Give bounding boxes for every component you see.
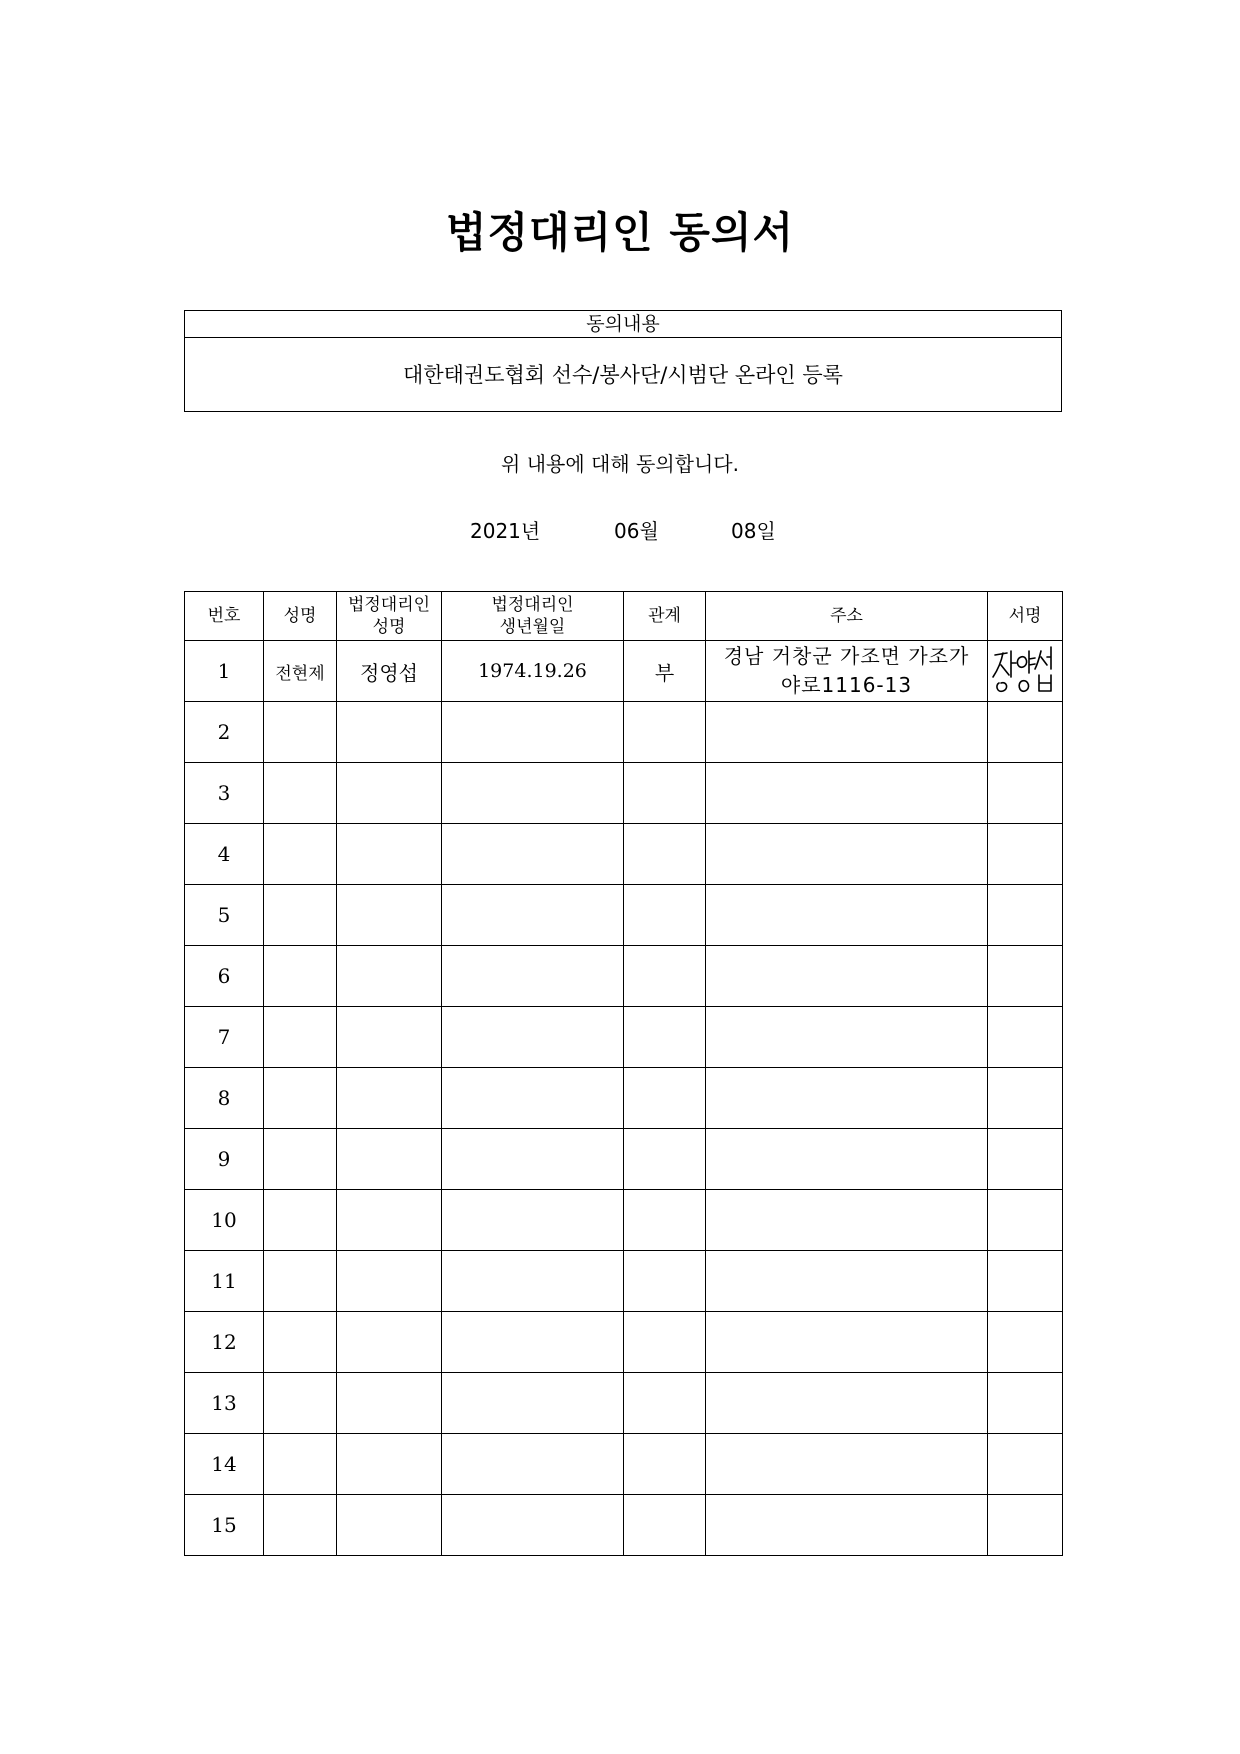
consent-box — [184, 310, 1062, 412]
header-no: 번호 — [185, 592, 264, 641]
row-no: 4 — [185, 824, 264, 885]
row-name: 전현제 — [264, 641, 337, 702]
row-no: 1 — [185, 641, 264, 702]
table-row — [185, 1007, 1063, 1068]
table-row — [185, 641, 1063, 702]
table-row — [185, 1129, 1063, 1190]
table-row — [185, 946, 1063, 1007]
row-no: 7 — [185, 1007, 264, 1068]
table-row — [185, 702, 1063, 763]
header-guardian-name — [337, 592, 442, 641]
row-no: 12 — [185, 1312, 264, 1373]
row-no: 13 — [185, 1373, 264, 1434]
table-row — [185, 1251, 1063, 1312]
guardian-table — [184, 591, 1063, 1556]
table-row — [185, 1495, 1063, 1556]
row-no: 9 — [185, 1129, 264, 1190]
table-row — [185, 885, 1063, 946]
date-year: 2021년 — [470, 519, 541, 543]
row-no: 11 — [185, 1251, 264, 1312]
table-row — [185, 1068, 1063, 1129]
row-address-line2: 야로1116-13 — [780, 673, 913, 697]
consent-header: 동의내용 — [185, 311, 1061, 338]
header-guardian-name-line2: 성명 — [372, 617, 406, 637]
row-no: 15 — [185, 1495, 264, 1556]
header-relation: 관계 — [624, 592, 706, 641]
row-relation: 부 — [624, 641, 706, 702]
header-address: 주소 — [706, 592, 988, 641]
row-guardian-birth: 1974.19.26 — [442, 641, 624, 702]
table-row — [185, 824, 1063, 885]
row-no: 2 — [185, 702, 264, 763]
table-row — [185, 1190, 1063, 1251]
row-no: 14 — [185, 1434, 264, 1495]
row-no: 3 — [185, 763, 264, 824]
row-signature — [988, 641, 1063, 702]
header-guardian-birth-line2: 생년월일 — [499, 617, 566, 637]
row-guardian-name: 정영섭 — [337, 641, 442, 702]
date-day: 08일 — [731, 519, 776, 543]
date-month: 06월 — [614, 519, 659, 543]
header-name: 성명 — [264, 592, 337, 641]
consent-content: 대한태권도협회 선수/봉사단/시범단 온라인 등록 — [403, 363, 843, 387]
row-address-line1: 경남 거창군 가조면 가조가 — [723, 644, 970, 668]
row-no: 8 — [185, 1068, 264, 1129]
document-title: 법정대리인 동의서 — [445, 208, 795, 257]
header-guardian-birth — [442, 592, 624, 641]
table-row — [185, 1373, 1063, 1434]
header-signature: 서명 — [988, 592, 1063, 641]
header-guardian-name-line1: 법정대리인 — [347, 595, 431, 615]
table-row — [185, 763, 1063, 824]
row-address — [706, 641, 988, 702]
row-no: 6 — [185, 946, 264, 1007]
table-row — [185, 1434, 1063, 1495]
handwritten-signature — [989, 643, 1061, 699]
agreement-text: 위 내용에 대해 동의합니다. — [501, 452, 739, 476]
table-row — [185, 1312, 1063, 1373]
row-no: 5 — [185, 885, 264, 946]
row-no: 10 — [185, 1190, 264, 1251]
header-guardian-birth-line1: 법정대리인 — [491, 595, 574, 615]
table-header-row — [185, 592, 1063, 641]
